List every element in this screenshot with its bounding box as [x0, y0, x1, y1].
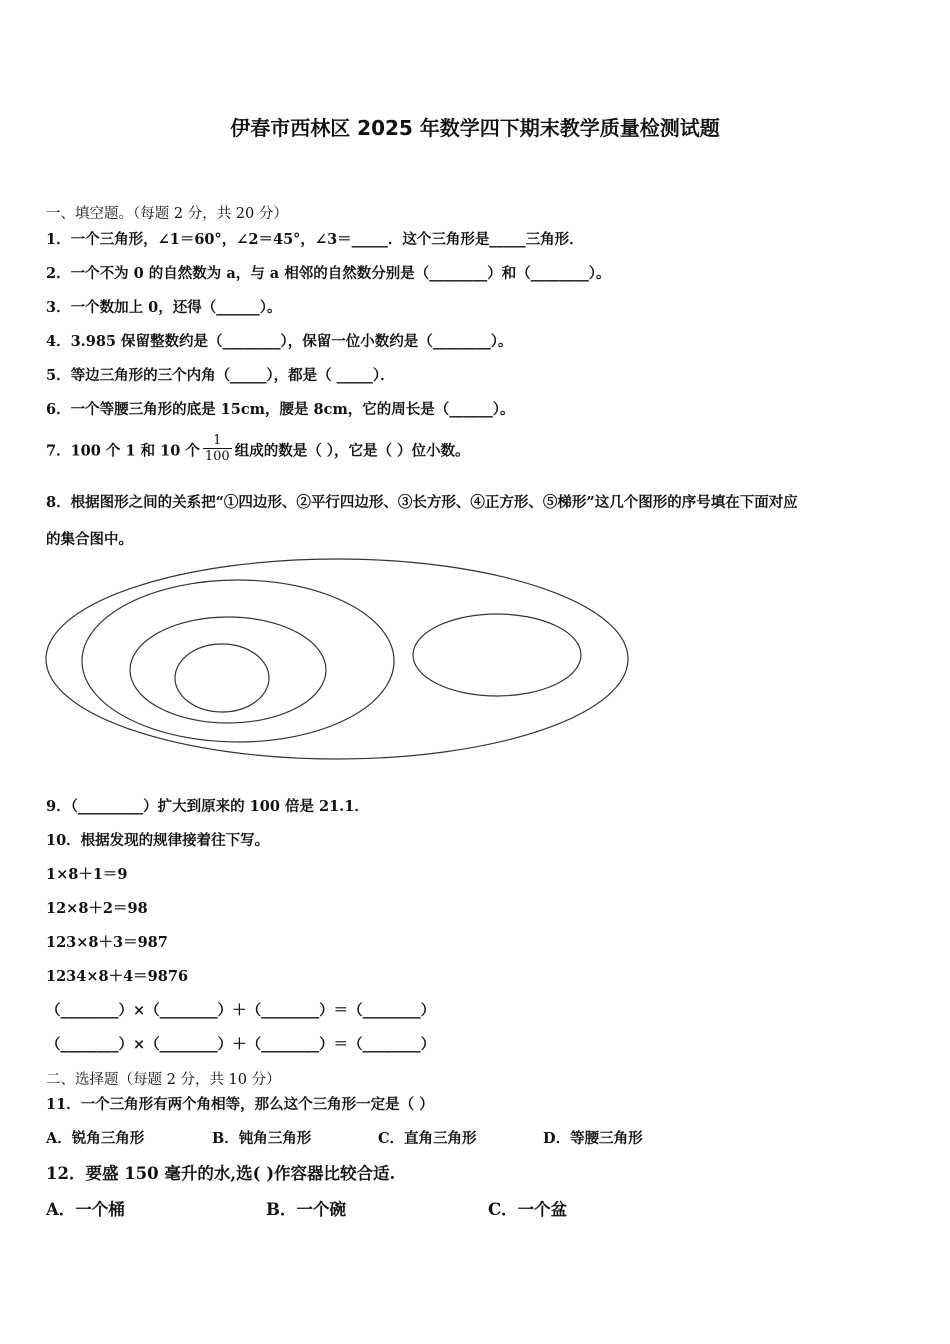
pattern-line-1: 1×8＋1＝9	[46, 866, 128, 883]
question-12: 12．要盛 150 毫升的水,选( )作容器比较合适.	[46, 1164, 396, 1183]
question-7-text-before: 7．100 个 1 和 10 个	[46, 442, 200, 460]
q12-option-b: B．一个碗	[266, 1200, 346, 1219]
section2-header: 二、选择题（每题 2 分，共 10 分）	[46, 1072, 281, 1088]
pattern-blank-line-2: （________）×（________）＋（________）＝（________）	[46, 1036, 436, 1053]
q12-option-a: A．一个桶	[46, 1200, 125, 1219]
question-8-line-2: 的集合图中。	[46, 531, 133, 548]
q11-option-a: A．锐角三角形	[46, 1130, 145, 1147]
question-8-line-1: 8．根据图形之间的关系把“①四边形、②平行四边形、③长方形、④正方形、⑤梯形”这几个图形的序号填在下面对应	[46, 494, 798, 511]
fraction-denominator: 100	[204, 449, 230, 464]
question-6: 6．一个等腰三角形的底是 15cm，腰是 8cm，它的周长是（______）。	[46, 401, 515, 418]
question-9: 9．（_________）扩大到原来的 100 倍是 21.1．	[46, 798, 369, 815]
venn-right-ellipse	[413, 614, 581, 696]
question-2: 2．一个不为 0 的自然数为 a，与 a 相邻的自然数分别是（________）和（________）。	[46, 265, 611, 282]
pattern-line-2: 12×8＋2＝98	[46, 900, 148, 917]
pattern-line-4: 1234×8＋4＝9876	[46, 968, 189, 985]
fraction-numerator: 1	[203, 433, 232, 449]
question-4: 4．3.985 保留整数约是（________），保留一位小数约是（________）。	[46, 333, 513, 350]
pattern-blank-line-1: （________）×（________）＋（________）＝（________）	[46, 1002, 436, 1019]
venn-inner-ellipse	[175, 644, 269, 712]
q11-option-b: B．钝角三角形	[212, 1130, 312, 1147]
pattern-line-3: 123×8＋3＝987	[46, 934, 168, 951]
venn-third-ellipse	[130, 617, 326, 723]
q12-option-c: C．一个盆	[488, 1200, 568, 1219]
q11-option-d: D．等腰三角形	[543, 1130, 643, 1147]
question-1: 1．一个三角形，∠1＝60°，∠2＝45°，∠3＝_____．这个三角形是_____三角形．	[46, 231, 584, 248]
question-11: 11．一个三角形有两个角相等，那么这个三角形一定是（ ）	[46, 1096, 434, 1113]
venn-outer-ellipse	[46, 559, 628, 759]
section1-header: 一、填空题。（每题 2 分，共 20 分）	[46, 206, 288, 222]
page-title: 伊春市西林区 2025 年数学四下期末教学质量检测试题	[230, 116, 720, 140]
question-3: 3．一个数加上 0，还得（______）。	[46, 299, 282, 316]
question-7-text-after: 组成的数是（ ），它是（ ）位小数。	[234, 442, 470, 460]
q11-option-c: C．直角三角形	[378, 1130, 477, 1147]
venn-second-ellipse	[82, 580, 394, 742]
question-5: 5．等边三角形的三个内角（_____），都是（ _____）．	[46, 367, 395, 384]
question-10: 10．根据发现的规律接着往下写。	[46, 832, 270, 849]
